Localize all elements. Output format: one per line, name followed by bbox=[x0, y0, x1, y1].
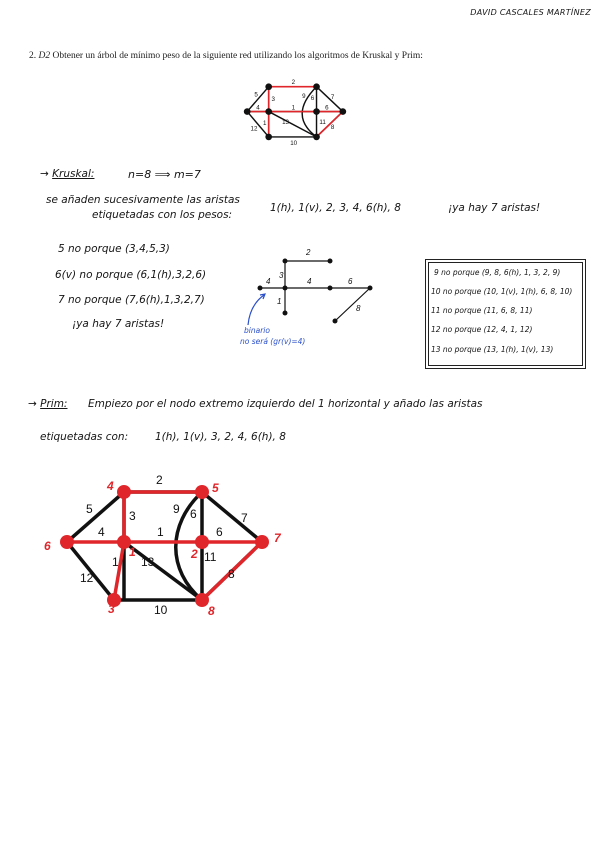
blue-arrow-icon bbox=[248, 295, 264, 325]
tree-note-2: no será (gr(v)=4) bbox=[240, 337, 306, 346]
small-weight: 6 bbox=[325, 104, 329, 112]
rejection-row: ¡ya hay 7 aristas! bbox=[72, 318, 165, 330]
tree-node bbox=[328, 286, 333, 291]
box-row: 13 no porque (13, 1(h), 1(v), 13) bbox=[431, 345, 554, 354]
small-node bbox=[313, 134, 320, 141]
large-weight: 4 bbox=[98, 525, 105, 539]
large-weight: 1 bbox=[112, 555, 119, 569]
small-node bbox=[339, 108, 346, 115]
kruskal-heading: → Kruskal: bbox=[40, 168, 95, 180]
rejection-row: 6(v) no porque (6,1(h),3,2,6) bbox=[55, 269, 207, 281]
small-weight: 6 bbox=[310, 95, 315, 103]
prim-weights: 1(h), 1(v), 3, 2, 4, 6(h), 8 bbox=[155, 431, 286, 443]
small-weight: 3 bbox=[271, 96, 276, 104]
tree-node bbox=[328, 259, 333, 264]
tree-label: 1 bbox=[277, 297, 282, 306]
large-weight: 10 bbox=[154, 603, 168, 617]
small-node bbox=[313, 108, 320, 115]
kruskal-line1: se añaden sucesivamente las aristas bbox=[46, 194, 240, 206]
large-node-label: 1 bbox=[129, 545, 136, 559]
tree-node bbox=[283, 259, 288, 264]
small-weight: 7 bbox=[330, 94, 335, 102]
small-weight: 11 bbox=[319, 119, 326, 126]
small-weight: 12 bbox=[250, 125, 258, 133]
tree-node bbox=[258, 286, 263, 291]
large-weight: 9 bbox=[173, 502, 180, 516]
large-weight: 11 bbox=[204, 550, 217, 564]
problem-text: Obtener un árbol de mínimo peso de la siguiente red utilizando los algoritmos de Kruskal y Prim: bbox=[52, 51, 423, 61]
large-weight: 12 bbox=[80, 571, 94, 585]
small-weight: 5 bbox=[254, 91, 258, 99]
arrow-icon: → bbox=[28, 398, 41, 410]
tree-node bbox=[368, 286, 373, 291]
small-node bbox=[265, 134, 272, 141]
tree-label: 6 bbox=[348, 277, 353, 286]
graph-large bbox=[42, 470, 282, 620]
small-weight: 4 bbox=[256, 104, 260, 112]
small-node bbox=[244, 108, 251, 115]
tree-node bbox=[283, 286, 288, 291]
small-weight: 10 bbox=[290, 140, 298, 148]
small-weight: 8 bbox=[330, 123, 335, 131]
small-weight: 2 bbox=[291, 78, 296, 86]
tree-label: 8 bbox=[356, 304, 361, 313]
large-weight: 8 bbox=[228, 567, 235, 581]
large-weight: 13 bbox=[141, 555, 155, 569]
rejection-row: 5 no porque (3,4,5,3) bbox=[58, 243, 170, 255]
large-weight: 7 bbox=[241, 511, 248, 525]
kruskal-exclaim: ¡ya hay 7 aristas! bbox=[448, 202, 541, 214]
box-row: 9 no porque (9, 8, 6(h), 1, 3, 2, 9) bbox=[434, 268, 561, 277]
tree-label: 4 bbox=[266, 277, 271, 286]
large-weight: 2 bbox=[156, 473, 163, 487]
large-weight: 5 bbox=[86, 502, 93, 516]
box-row: 11 no porque (11, 6, 8, 11) bbox=[431, 306, 533, 315]
tree-note-1: binario bbox=[244, 326, 270, 335]
large-node-label: 4 bbox=[107, 479, 114, 493]
arrow-icon: → bbox=[40, 168, 53, 180]
large-node-label: 7 bbox=[274, 531, 281, 545]
large-node bbox=[195, 593, 209, 607]
box-row: 10 no porque (10, 1(v), 1(h), 6, 8, 10) bbox=[431, 287, 573, 296]
small-weight: 13 bbox=[282, 119, 289, 126]
tree-label: 4 bbox=[307, 277, 312, 286]
large-node-label: 2 bbox=[191, 547, 198, 561]
small-node bbox=[265, 83, 272, 90]
large-weight: 3 bbox=[129, 509, 136, 523]
small-weight: 1 bbox=[262, 119, 267, 127]
small-node bbox=[313, 83, 320, 90]
kruskal-line2: etiquetadas con los pesos: bbox=[92, 209, 233, 221]
large-node-label: 8 bbox=[208, 604, 215, 618]
problem-tag: D2 bbox=[38, 51, 51, 61]
large-node bbox=[195, 485, 209, 499]
prim-heading: → Prim: bbox=[28, 398, 68, 410]
rejection-row: 7 no porque (7,6(h),1,3,2,7) bbox=[58, 294, 205, 306]
tree-node bbox=[283, 311, 288, 316]
small-weight: 9 bbox=[302, 93, 306, 101]
small-weight: 1 bbox=[291, 104, 296, 112]
large-node-label: 6 bbox=[44, 539, 51, 553]
box-row: 12 no porque (12, 4, 1, 12) bbox=[431, 325, 533, 334]
large-weight: 1 bbox=[157, 525, 164, 539]
small-node bbox=[265, 108, 272, 115]
prim-line1: Empiezo por el nodo extremo izquierdo del 1 horizontal y añado las aristas bbox=[88, 398, 483, 410]
problem-statement bbox=[29, 51, 423, 61]
tree-label: 3 bbox=[279, 271, 284, 280]
author-name: DAVID CASCALES MARTÍNEZ bbox=[470, 8, 591, 17]
large-node-label: 5 bbox=[212, 481, 219, 495]
problem-number: 2. bbox=[29, 51, 37, 61]
large-weight: 6 bbox=[190, 507, 197, 521]
tree-node bbox=[333, 319, 338, 324]
graph-small bbox=[240, 77, 350, 149]
kruskal-formula: n=8 ⟹ m=7 bbox=[128, 168, 201, 181]
prim-line2: etiquetadas con: bbox=[40, 431, 129, 443]
large-weight: 6 bbox=[216, 525, 223, 539]
large-node bbox=[60, 535, 74, 549]
large-node-label: 3 bbox=[108, 602, 115, 616]
kruskal-weights: 1(h), 1(v), 2, 3, 4, 6(h), 8 bbox=[270, 202, 401, 214]
large-node bbox=[117, 485, 131, 499]
large-node bbox=[255, 535, 269, 549]
tree-label: 2 bbox=[306, 248, 311, 257]
